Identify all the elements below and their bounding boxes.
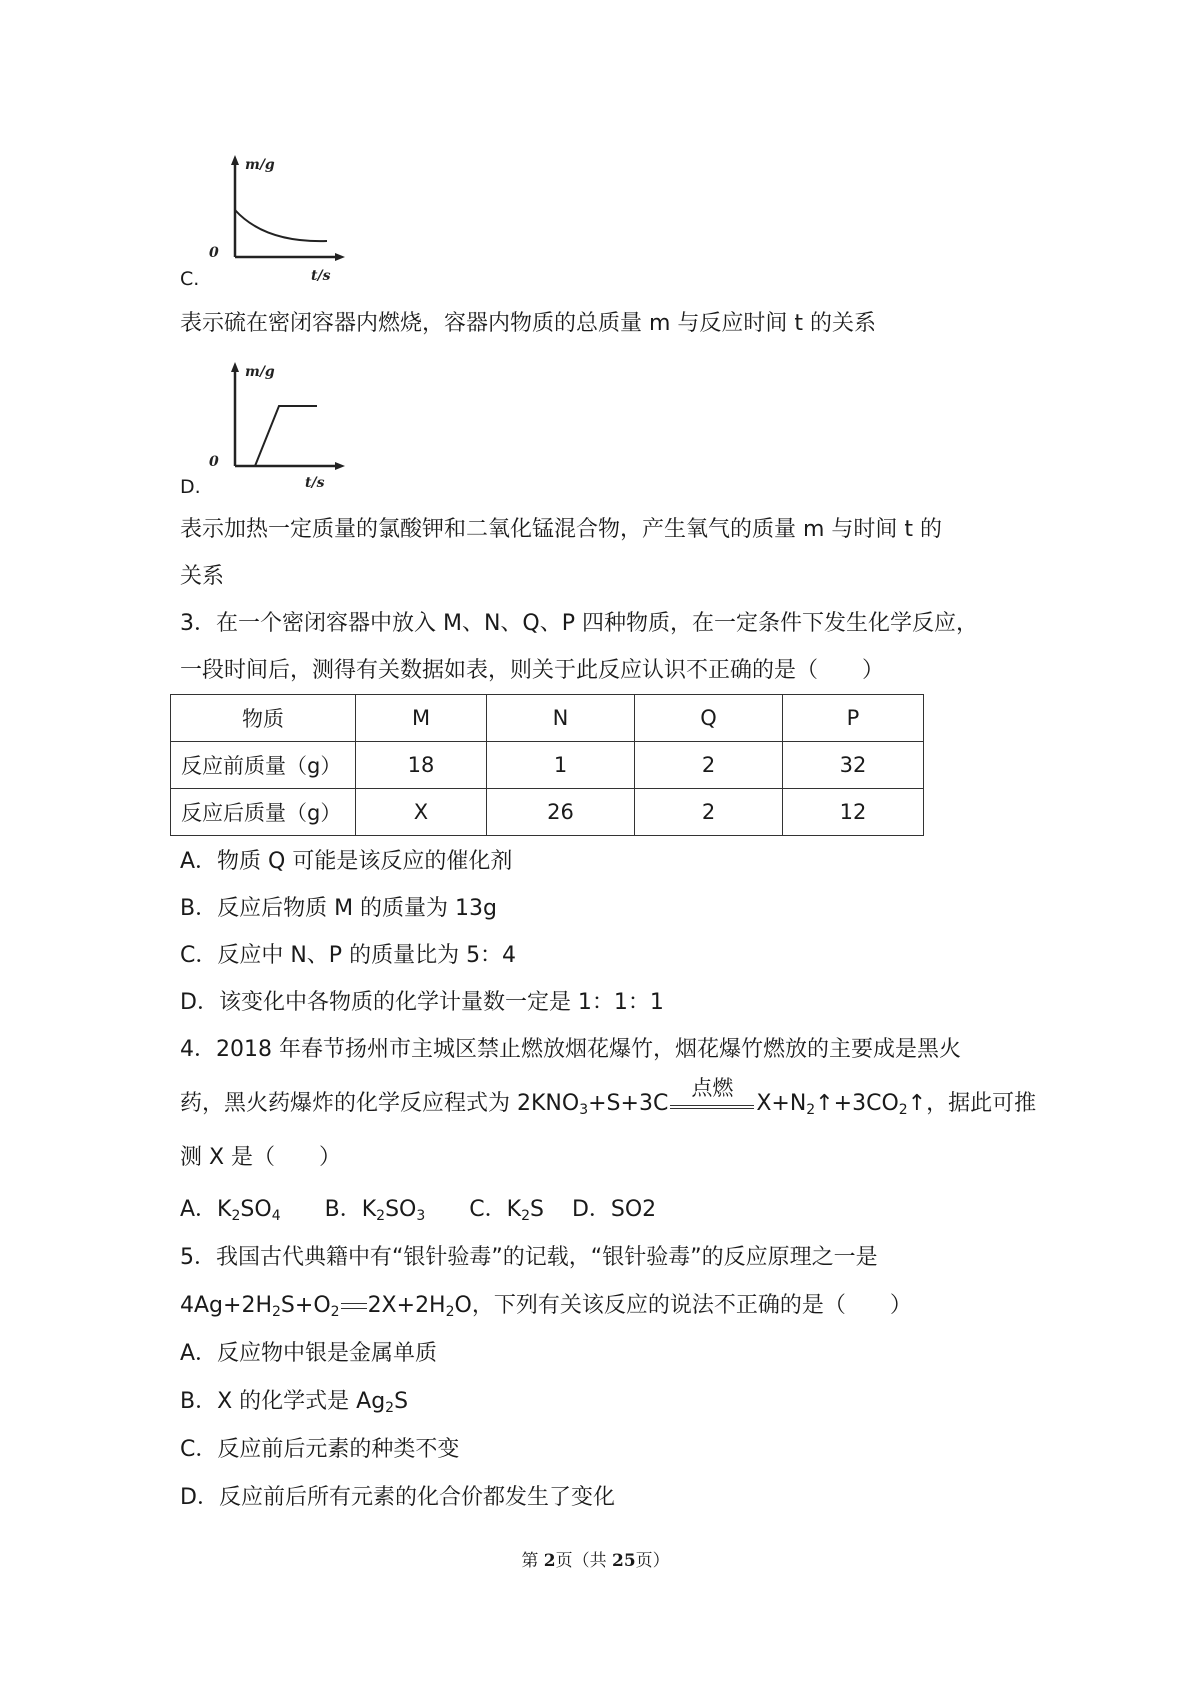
- q4-options: [180, 1196, 656, 1224]
- graph-d-x-label: t/s: [305, 475, 325, 491]
- graph-d: [205, 362, 345, 491]
- q4-line2-text: ↑+3CO: [815, 1091, 899, 1116]
- table-cell: 反应前质量（g）: [171, 742, 356, 789]
- table-cell: 12: [783, 789, 924, 836]
- q4-line2: [180, 1076, 1037, 1118]
- q4-option-c: C．$K_2S$: [469, 1197, 544, 1224]
- q4-option-b: B．$K_2SO_3$: [324, 1197, 426, 1224]
- q5-option-c: C．反应前后元素的种类不变: [180, 1437, 460, 1462]
- graph-d-origin: 0: [209, 454, 219, 470]
- q4-line2-text: +S+3C: [588, 1091, 669, 1116]
- graph-c-x-label: t/s: [311, 268, 331, 284]
- table-cell: 2: [635, 742, 783, 789]
- q4-line2-text: 药，黑火药爆炸的化学反应程式为 2KNO: [180, 1091, 580, 1116]
- graph-d-label: D.: [180, 476, 201, 498]
- q3-line1: 3．在一个密闭容器中放入 M、N、Q、P 四种物质，在一定条件下发生化学反应，: [180, 611, 979, 636]
- table-header-cell: P: [783, 695, 924, 742]
- q3-data-table: [170, 694, 924, 836]
- table-row: [171, 789, 924, 836]
- q3-option-d: D．该变化中各物质的化学计量数一定是 1：1：1: [180, 990, 664, 1015]
- table-cell: 反应后质量（g）: [171, 789, 356, 836]
- table-header-row: [171, 695, 924, 742]
- page-footer: 第 2页（共 25页）: [521, 1551, 670, 1571]
- subscript: 3: [579, 1102, 589, 1118]
- q4-line2-text: X+N: [756, 1091, 807, 1116]
- q4-line2-text: ↑，据此可推: [907, 1091, 1037, 1116]
- table-cell: 2: [635, 789, 783, 836]
- subscript: 2: [806, 1102, 816, 1118]
- q3-line2: 一段时间后，测得有关数据如表，则关于此反应认识不正确的是（ ）: [180, 658, 885, 683]
- table-cell: X: [356, 789, 487, 836]
- table-header-cell: M: [356, 695, 487, 742]
- q5-option-d: D．反应前后所有元素的化合价都发生了变化: [180, 1485, 615, 1510]
- table-header-cell: N: [487, 695, 635, 742]
- graph-c-origin: 0: [209, 245, 219, 261]
- equals-sign: [341, 1303, 367, 1309]
- table-cell: 26: [487, 789, 635, 836]
- q4-line1: 4．2018 年春节扬州市主城区禁止燃放烟花爆竹，烟花爆竹燃放的主要成是黑火: [180, 1037, 961, 1062]
- reaction-arrow: [668, 1076, 756, 1118]
- table-cell: 32: [783, 742, 924, 789]
- q5-line2: $4Ag+2H_2S+O_2$ $2X+2H_2O$，下列有关该反应的说法不正确的是（ ）: [180, 1293, 912, 1320]
- q3-option-a: A．物质 Q 可能是该反应的催化剂: [180, 849, 513, 874]
- table-header-cell: Q: [635, 695, 783, 742]
- q5-line1: 5．我国古代典籍中有“银针验毒”的记载，“银针验毒”的反应原理之一是: [180, 1245, 878, 1270]
- graph-c: [205, 155, 345, 284]
- q3-option-b: B．反应后物质 M 的质量为 13g: [180, 896, 498, 921]
- graph-c-y-label: m/g: [245, 157, 275, 173]
- desc-c: 表示硫在密闭容器内燃烧，容器内物质的总质量 m 与反应时间 t 的关系: [180, 311, 877, 336]
- q5-option-a: A．反应物中银是金属单质: [180, 1341, 438, 1366]
- graph-d-y-label: m/g: [245, 364, 275, 380]
- desc-d-line1: 表示加热一定质量的氯酸钾和二氧化锰混合物，产生氧气的质量 m 与时间 t 的: [180, 517, 943, 542]
- table-cell: 1: [487, 742, 635, 789]
- table-header-cell: 物质: [171, 695, 356, 742]
- subscript: 2: [898, 1102, 908, 1118]
- desc-d-line2: 关系: [180, 564, 225, 589]
- graph-c-label: C.: [180, 268, 200, 290]
- q3-option-c: C．反应中 N、P 的质量比为 5：4: [180, 943, 517, 968]
- q4-line3: 测 X 是（ ）: [180, 1145, 342, 1170]
- table-cell: 18: [356, 742, 487, 789]
- table-row: [171, 742, 924, 789]
- q4-option-d: D．SO2: [571, 1197, 657, 1222]
- q4-option-a: A．$K_2SO_4$: [180, 1197, 281, 1224]
- reaction-condition: 点燃: [691, 1076, 734, 1100]
- q5-option-b: B．X 的化学式是 $Ag_2S$: [180, 1389, 409, 1416]
